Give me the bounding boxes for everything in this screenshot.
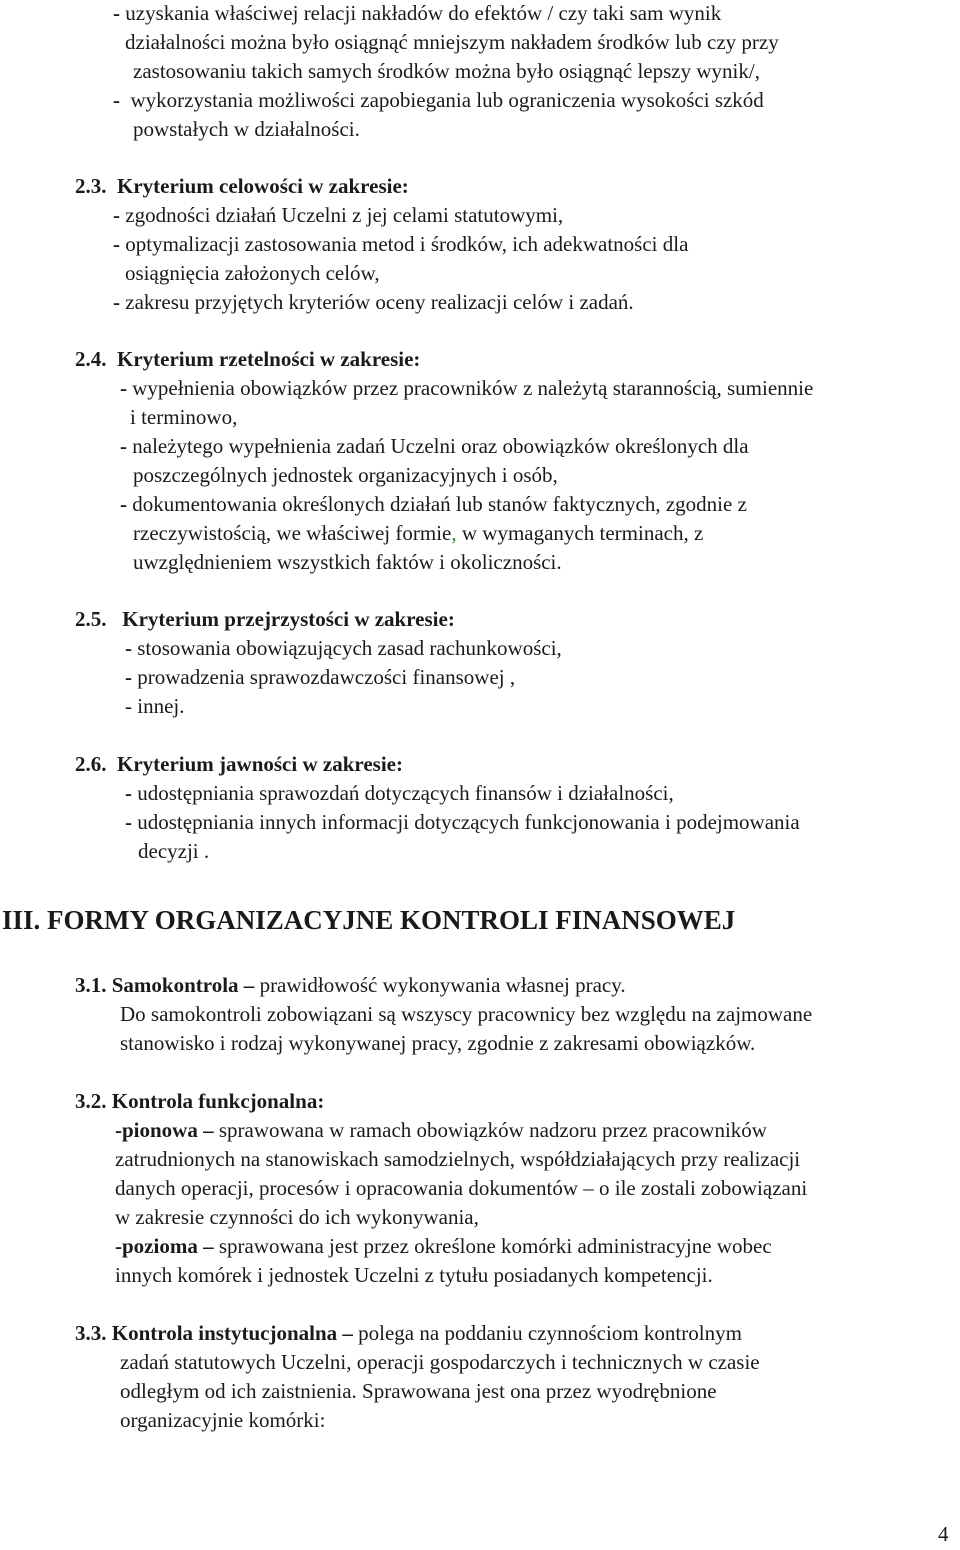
paragraph-line: odległym od ich zaistnienia. Sprawowana jest ona przez wyodrębnione [120,1379,717,1403]
list-item: - dokumentowania określonych działań lub stanów faktycznych, zgodnie z [120,492,747,516]
section-3-3-line: 3.3. Kontrola instytucjonalna – polega na poddaniu czynnościom kontrolnym [75,1321,742,1345]
section-3-1-line: 3.1. Samokontrola – prawidłowość wykonywania własnej pracy. [75,973,626,997]
list-item: - prowadzenia sprawozdawczości finansowej , [125,665,516,689]
bullet-dash: - [113,1,120,25]
list-item-cont: uwzględnieniem wszystkich faktów i okoliczności. [133,550,562,574]
paragraph-line: zatrudnionych na stanowiskach samodzielnych, współdziałających przy realizacji [115,1147,801,1171]
paragraph-line: organizacyjnie komórki: [120,1408,326,1432]
paragraph-line: w zakresie czynności do ich wykonywania, [115,1205,479,1229]
list-item-cont: osiągnięcia założonych celów, [125,261,380,285]
green-comma: , [451,521,457,545]
intro-line: - uzyskania właściwej relacji nakładów do efektów / czy taki sam wynik [113,1,722,25]
paragraph-line: zadań statutowych Uczelni, operacji gospodarczych i technicznych w czasie [120,1350,760,1374]
list-item-cont: i terminowo, [130,405,238,429]
section-heading-3-2: 3.2. Kontrola funkcjonalna: [75,1089,325,1113]
paragraph-line: -pozioma – sprawowana jest przez określone komórki administracyjne wobec [115,1234,772,1258]
list-item: - optymalizacji zastosowania metod i środków, ich adekwatności dla [113,232,689,256]
paragraph-line: stanowisko i rodzaj wykonywanej pracy, zgodnie z zakresami obowiązków. [120,1031,756,1055]
list-item: - udostępniania innych informacji dotyczących funkcjonowania i podejmowania [125,810,800,834]
section-heading-2-6: 2.6. Kryterium jawności w zakresie: [75,752,403,776]
list-item: - zgodności działań Uczelni z jej celami statutowymi, [113,203,564,227]
page-number: 4 [938,1522,949,1546]
list-item: - stosowania obowiązujących zasad rachunkowości, [125,636,562,660]
section-heading-2-3: 2.3. Kryterium celowości w zakresie: [75,174,409,198]
list-item: - należytego wypełnienia zadań Uczelni oraz obowiązków określonych dla [120,434,749,458]
list-item: - wypełnienia obowiązków przez pracowników z należytą starannością, sumiennie [120,376,814,400]
intro-line: zastosowaniu takich samych środków można było osiągnąć lepszy wynik/, [133,59,760,83]
list-item-cont: poszczególnych jednostek organizacyjnych i osób, [133,463,558,487]
list-item: - innej. [125,694,185,718]
list-item-cont: decyzji . [138,839,210,863]
section-heading-2-5: 2.5. Kryterium przejrzystości w zakresie: [75,607,455,631]
chapter-heading: III. FORMY ORGANIZACYJNE KONTROLI FINANSOWEJ [2,905,736,935]
list-item: - udostępniania sprawozdań dotyczących finansów i działalności, [125,781,674,805]
intro-line: - wykorzystania możliwości zapobiegania lub ograniczenia wysokości szkód [113,88,764,112]
section-heading-2-4: 2.4. Kryterium rzetelności w zakresie: [75,347,421,371]
intro-line: działalności można było osiągnąć mniejszym nakładem środków lub czy przy [125,30,779,54]
paragraph-line: innych komórek i jednostek Uczelni z tytułu posiadanych kompetencji. [115,1263,713,1287]
paragraph-line: -pionowa – sprawowana w ramach obowiązków nadzoru przez pracowników [115,1118,767,1142]
intro-line: powstałych w działalności. [133,117,360,141]
paragraph-line: Do samokontroli zobowiązani są wszyscy pracownicy bez względu na zajmowane [120,1002,813,1026]
paragraph-line: danych operacji, procesów i opracowania dokumentów – o ile zostali zobowiązani [115,1176,808,1200]
list-item: - zakresu przyjętych kryteriów oceny realizacji celów i zadań. [113,290,634,314]
list-item-cont: rzeczywistością, we właściwej formie, w wymaganych terminach, z [133,521,704,545]
